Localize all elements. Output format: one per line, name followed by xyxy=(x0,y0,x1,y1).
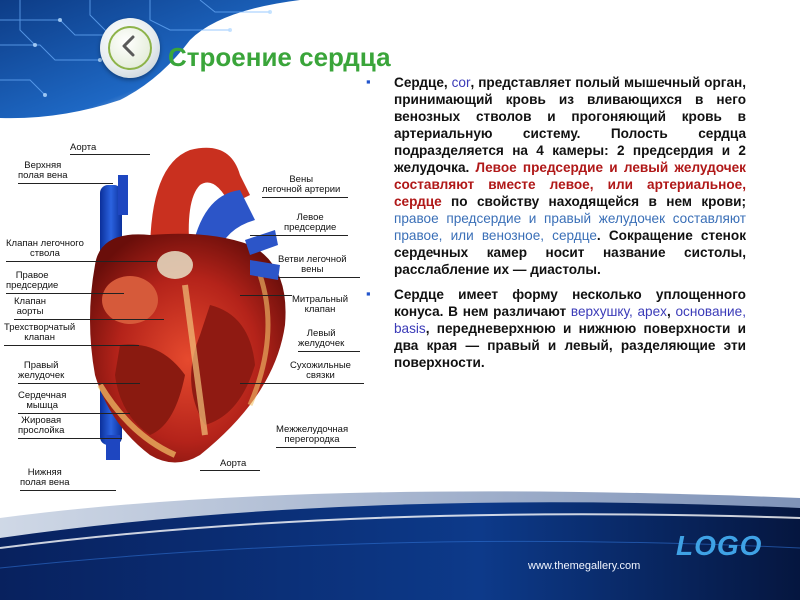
highlight-left-heart: Левое предсердие и левый желудочек составляют вместе левое, или артериальное, сердце xyxy=(394,160,746,209)
text-run: , xyxy=(666,304,676,319)
leader-line xyxy=(200,470,260,471)
leader-line xyxy=(18,438,122,439)
label-septum: Межжелудочная перегородка xyxy=(276,424,349,445)
label-aorta-top: Аорта xyxy=(70,142,97,153)
label-aortic-valve: Клапан аорты xyxy=(14,296,47,317)
label-left-ventricle: Левый желудочек xyxy=(298,328,345,349)
leader-line xyxy=(18,183,113,184)
leader-line xyxy=(262,197,348,198)
leader-line xyxy=(14,319,164,320)
leader-line xyxy=(298,351,360,352)
website-link[interactable]: www.themegallery.com xyxy=(528,560,641,572)
slide-title: Строение сердца xyxy=(168,42,391,72)
label-pulmonary-valve: Клапан легочного ствола xyxy=(6,238,84,259)
highlight-right-heart: правое предсердие и правый желудочек составляют правое, или венозное, сердце xyxy=(394,211,746,243)
label-fat-layer: Жировая прослойка xyxy=(18,415,65,436)
leader-line xyxy=(250,235,348,236)
chevron-left-icon xyxy=(118,34,140,58)
text-run: , передневерхнюю и нижнюю поверхности и два края — правый и левый, разделяющие эти поверхности. xyxy=(394,321,746,370)
leader-line xyxy=(18,383,140,384)
latin-term: основание, basis xyxy=(394,304,746,336)
leader-line xyxy=(6,293,124,294)
leader-line xyxy=(18,413,130,414)
leader-line xyxy=(4,345,139,346)
label-right-atrium: Правое предсердие xyxy=(6,270,59,291)
label-heart-muscle: Сердечная мышца xyxy=(18,390,67,411)
leader-line xyxy=(240,295,292,296)
label-aorta-bottom: Аорта xyxy=(220,458,247,469)
label-chordae: Сухожильные связки xyxy=(290,360,351,381)
label-mitral-valve: Митральный клапан xyxy=(292,294,349,315)
square-bullet-icon: ▪ xyxy=(366,74,371,89)
square-bullet-icon: ▪ xyxy=(366,286,371,301)
leader-line xyxy=(6,261,156,262)
leader-line xyxy=(240,383,364,384)
leader-line xyxy=(276,447,356,448)
label-left-atrium: Левое предсердие xyxy=(284,212,337,233)
label-right-ventricle: Правый желудочек xyxy=(18,360,65,381)
slide-content xyxy=(366,74,746,379)
logo: LOGO xyxy=(676,530,763,561)
heart-diagram xyxy=(0,135,370,495)
label-inferior-vena-cava: Нижняя полая вена xyxy=(20,467,70,488)
text-run: . Сокращение стенок сердечных камер носит название систолы, расслабление их — диастолы. xyxy=(394,228,747,277)
paragraph-heart-structure xyxy=(366,74,746,278)
leader-line xyxy=(70,154,150,155)
label-tricuspid-valve: Трехстворчатый клапан xyxy=(4,322,76,343)
text-run: Сердце, xyxy=(394,75,452,90)
text-run: по свойству находящейся в нем крови; xyxy=(441,194,746,209)
back-button[interactable] xyxy=(100,18,160,78)
latin-term: cor xyxy=(451,75,471,90)
paragraph-heart-shape xyxy=(366,286,746,371)
latin-term: верхушку, apex xyxy=(570,304,667,319)
label-superior-vena-cava: Верхняя полая вена xyxy=(18,160,68,181)
text-run: , представляет полый мышечный орган, принимающий кровь из вливающихся в него венозных стволов и прогоняющий кровь в артериальную систему. Полость сердца подразделяется на 4 камеры: 2 предсердия и 2 желудочка. xyxy=(394,75,746,175)
label-pulmonary-veins: Вены легочной артерии xyxy=(262,174,341,195)
leader-line xyxy=(278,277,360,278)
text-run: Сердце имеет форму несколько уплощенного конуса. В нем различают xyxy=(394,287,746,319)
label-pulmonary-vein-branches: Ветви легочной вены xyxy=(278,254,347,275)
